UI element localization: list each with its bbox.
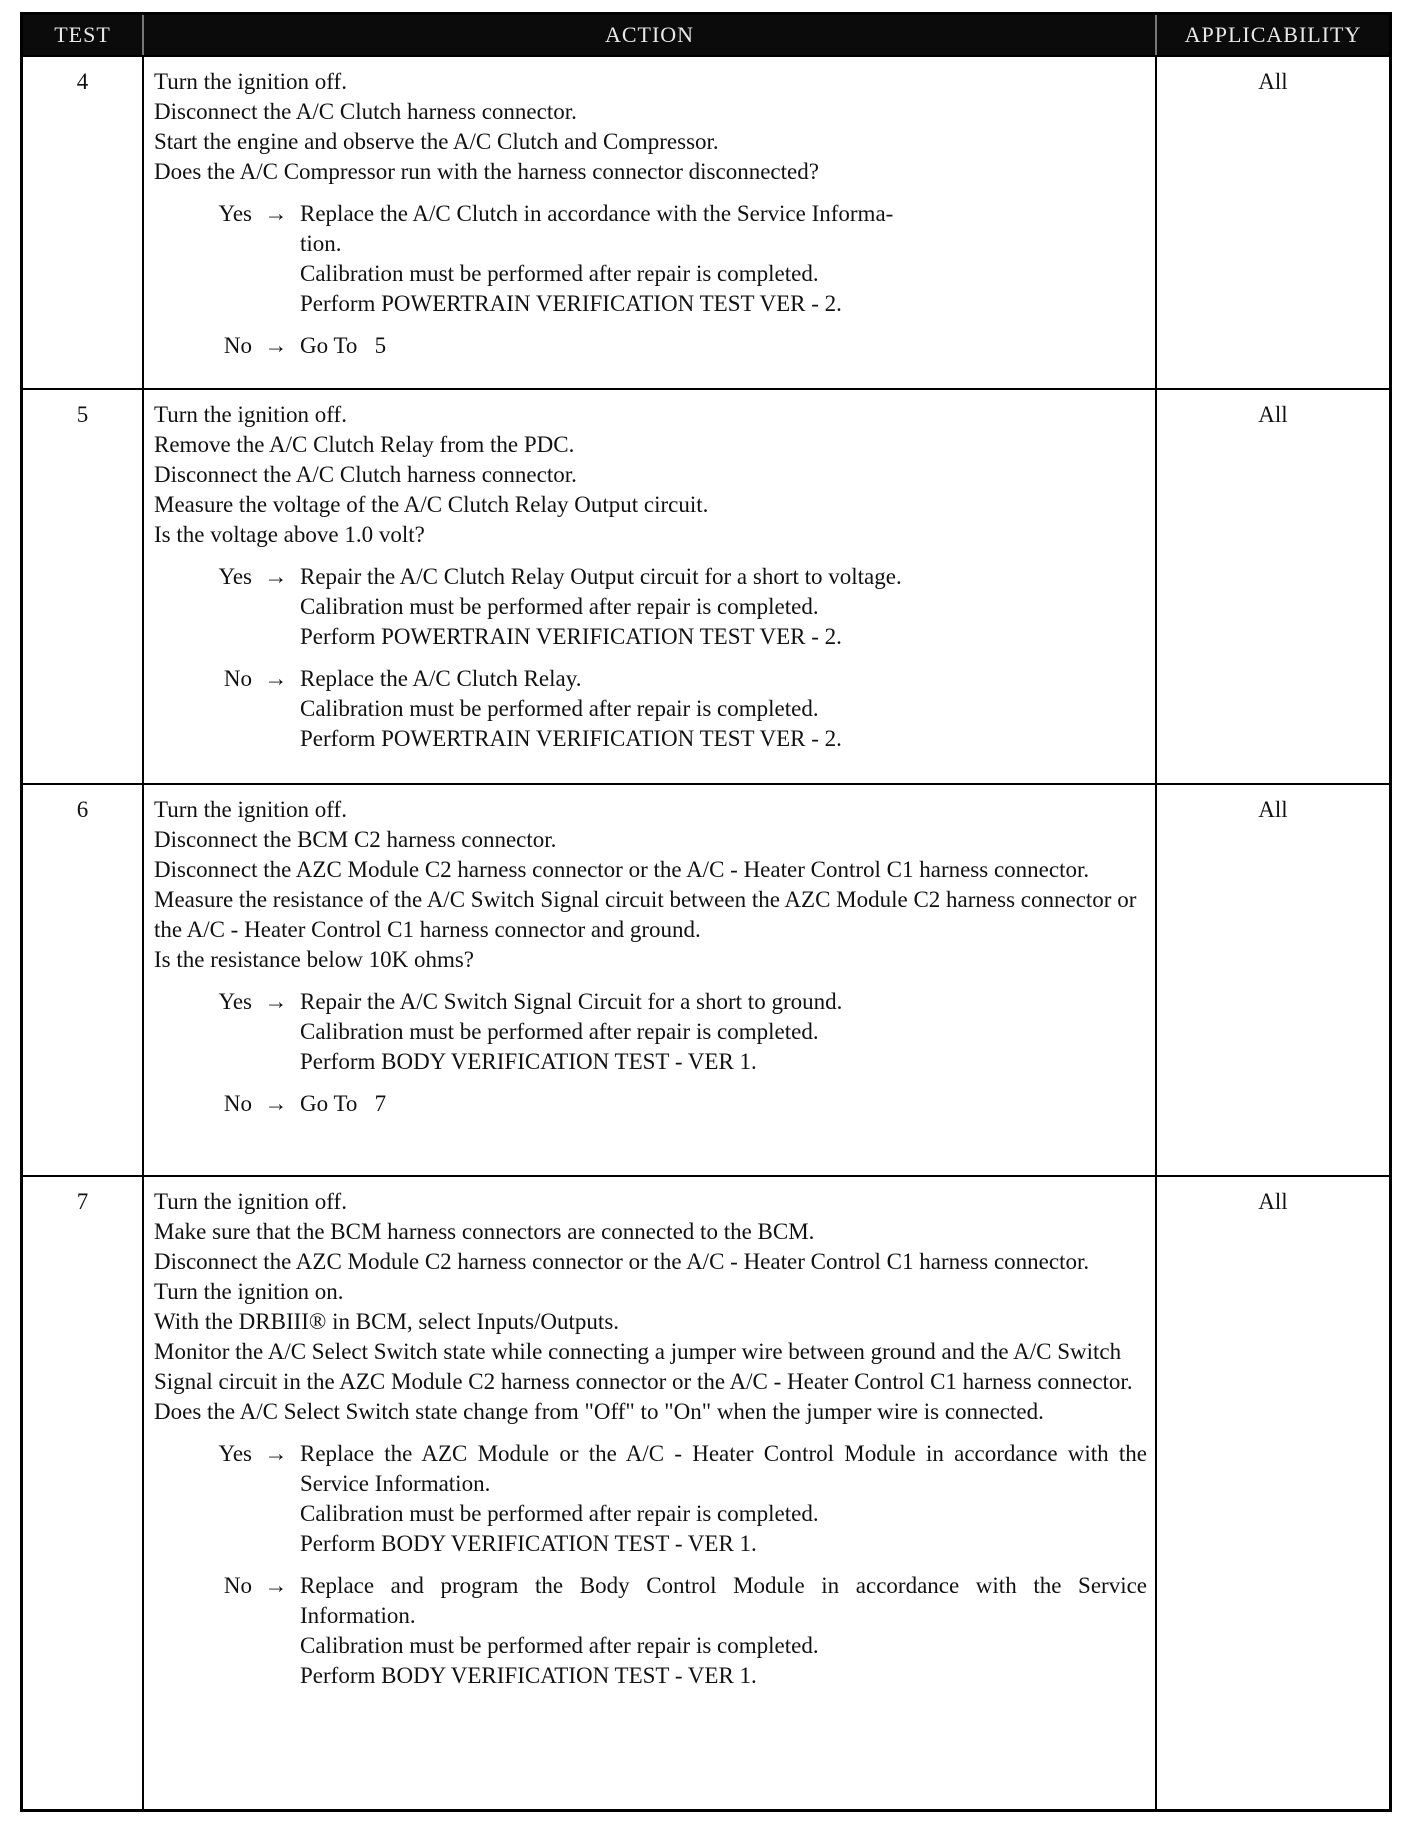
arrow-icon: → xyxy=(264,333,288,358)
result-line: Calibration must be performed after repair is completed. xyxy=(300,261,819,286)
branch-result xyxy=(300,199,1147,319)
result-line: Replace and program the Body Control Module in accordance with the Service Information. xyxy=(300,1573,1147,1628)
branch-no xyxy=(154,664,1147,754)
result-line: Go To 5 xyxy=(300,333,387,358)
arrow-icon: → xyxy=(264,666,288,691)
action-step: Turn the ignition off. xyxy=(154,69,347,94)
arrow-icon: → xyxy=(264,1441,288,1466)
result-line: Replace the A/C Clutch Relay. xyxy=(300,666,582,691)
action-step: Remove the A/C Clutch Relay from the PDC. xyxy=(154,432,575,457)
branch-label: No xyxy=(223,333,252,358)
result-line: tion. xyxy=(300,231,342,256)
result-line: Perform BODY VERIFICATION TEST - VER 1. xyxy=(300,1049,757,1074)
applicability-value: All xyxy=(1157,783,1389,1175)
branch-result xyxy=(300,1571,1147,1691)
action-cell xyxy=(144,388,1157,783)
action-step: Disconnect the AZC Module C2 harness connector or the A/C - Heater Control C1 harness connector. xyxy=(154,857,1090,882)
result-line: Replace the A/C Clutch in accordance with the Service Informa- xyxy=(300,201,894,226)
result-line: Calibration must be performed after repair is completed. xyxy=(300,696,819,721)
test-number: 6 xyxy=(23,783,144,1175)
branch-label: No xyxy=(223,666,252,691)
arrow-icon: → xyxy=(264,1091,288,1116)
result-line: Replace the AZC Module or the A/C - Heater Control Module in accordance with the Service Information. xyxy=(300,1441,1147,1496)
result-line: Go To 7 xyxy=(300,1091,387,1116)
branch-label: Yes xyxy=(218,1441,252,1466)
action-cell xyxy=(144,783,1157,1175)
result-line: Perform POWERTRAIN VERIFICATION TEST VER - 2. xyxy=(300,624,842,649)
test-number: 4 xyxy=(23,55,144,388)
applicability-value: All xyxy=(1157,55,1389,388)
branch-no xyxy=(154,1089,1147,1119)
action-step: Is the resistance below 10K ohms? xyxy=(154,947,475,972)
action-step: Measure the voltage of the A/C Clutch Relay Output circuit. xyxy=(154,492,709,517)
result-line: Perform POWERTRAIN VERIFICATION TEST VER - 2. xyxy=(300,291,842,316)
header-applicability: APPLICABILITY xyxy=(1157,15,1389,55)
branch-result xyxy=(300,987,1147,1077)
result-line: Calibration must be performed after repair is completed. xyxy=(300,1501,819,1526)
branch-result xyxy=(300,331,1147,361)
branch-yes xyxy=(154,562,1147,652)
action-cell xyxy=(144,55,1157,388)
branch-no xyxy=(154,1571,1147,1691)
branch-yes xyxy=(154,199,1147,319)
arrow-icon: → xyxy=(264,201,288,226)
action-step: Disconnect the BCM C2 harness connector. xyxy=(154,827,557,852)
result-line: Calibration must be performed after repair is completed. xyxy=(300,594,819,619)
action-step: Turn the ignition off. xyxy=(154,1189,347,1214)
action-step: Turn the ignition off. xyxy=(154,797,347,822)
branch-no xyxy=(154,331,1147,361)
branch-label: Yes xyxy=(218,989,252,1014)
action-step: Disconnect the AZC Module C2 harness connector or the A/C - Heater Control C1 harness connector. xyxy=(154,1249,1090,1274)
applicability-value: All xyxy=(1157,1175,1389,1809)
action-step: Does the A/C Compressor run with the harness connector disconnected? xyxy=(154,159,819,184)
header-test: TEST xyxy=(23,15,144,55)
result-line: Repair the A/C Clutch Relay Output circuit for a short to voltage. xyxy=(300,564,902,589)
action-step: Disconnect the A/C Clutch harness connector. xyxy=(154,99,577,124)
test-number: 7 xyxy=(23,1175,144,1809)
branch-result xyxy=(300,664,1147,754)
arrow-icon: → xyxy=(264,1573,288,1598)
action-step: Is the voltage above 1.0 volt? xyxy=(154,522,425,547)
branch-result xyxy=(300,562,1147,652)
result-line: Repair the A/C Switch Signal Circuit for a short to ground. xyxy=(300,989,843,1014)
action-step: Does the A/C Select Switch state change from "Off" to "On" when the jumper wire is connected. xyxy=(154,1399,1044,1424)
branch-result xyxy=(300,1439,1147,1559)
branch-label: Yes xyxy=(218,564,252,589)
action-step: Turn the ignition on. xyxy=(154,1279,344,1304)
arrow-icon: → xyxy=(264,989,288,1014)
header-action: ACTION xyxy=(144,15,1157,55)
action-step: Measure the resistance of the A/C Switch Signal circuit between the AZC Module C2 harness connector or the A/C - Heater Control C1 harness connector and ground. xyxy=(154,887,1137,942)
branch-yes xyxy=(154,1439,1147,1559)
action-step: Monitor the A/C Select Switch state while connecting a jumper wire between ground and the A/C Switch Signal circuit in the AZC Module C2 harness connector or the A/C - Heater Control C1 harness connector. xyxy=(154,1339,1133,1394)
result-line: Calibration must be performed after repair is completed. xyxy=(300,1633,819,1658)
test-number: 5 xyxy=(23,388,144,783)
result-line: Perform BODY VERIFICATION TEST - VER 1. xyxy=(300,1531,757,1556)
result-line: Calibration must be performed after repair is completed. xyxy=(300,1019,819,1044)
result-line: Perform BODY VERIFICATION TEST - VER 1. xyxy=(300,1663,757,1688)
action-step: With the DRBIII® in BCM, select Inputs/Outputs. xyxy=(154,1309,620,1334)
result-line: Perform POWERTRAIN VERIFICATION TEST VER - 2. xyxy=(300,726,842,751)
diagnostic-table xyxy=(20,12,1392,1812)
action-step: Turn the ignition off. xyxy=(154,402,347,427)
action-step: Make sure that the BCM harness connectors are connected to the BCM. xyxy=(154,1219,815,1244)
branch-yes xyxy=(154,987,1147,1077)
action-cell xyxy=(144,1175,1157,1809)
applicability-value: All xyxy=(1157,388,1389,783)
branch-label: Yes xyxy=(218,201,252,226)
branch-label: No xyxy=(223,1091,252,1116)
branch-label: No xyxy=(223,1573,252,1598)
arrow-icon: → xyxy=(264,564,288,589)
action-step: Disconnect the A/C Clutch harness connector. xyxy=(154,462,577,487)
action-step: Start the engine and observe the A/C Clutch and Compressor. xyxy=(154,129,719,154)
branch-result xyxy=(300,1089,1147,1119)
